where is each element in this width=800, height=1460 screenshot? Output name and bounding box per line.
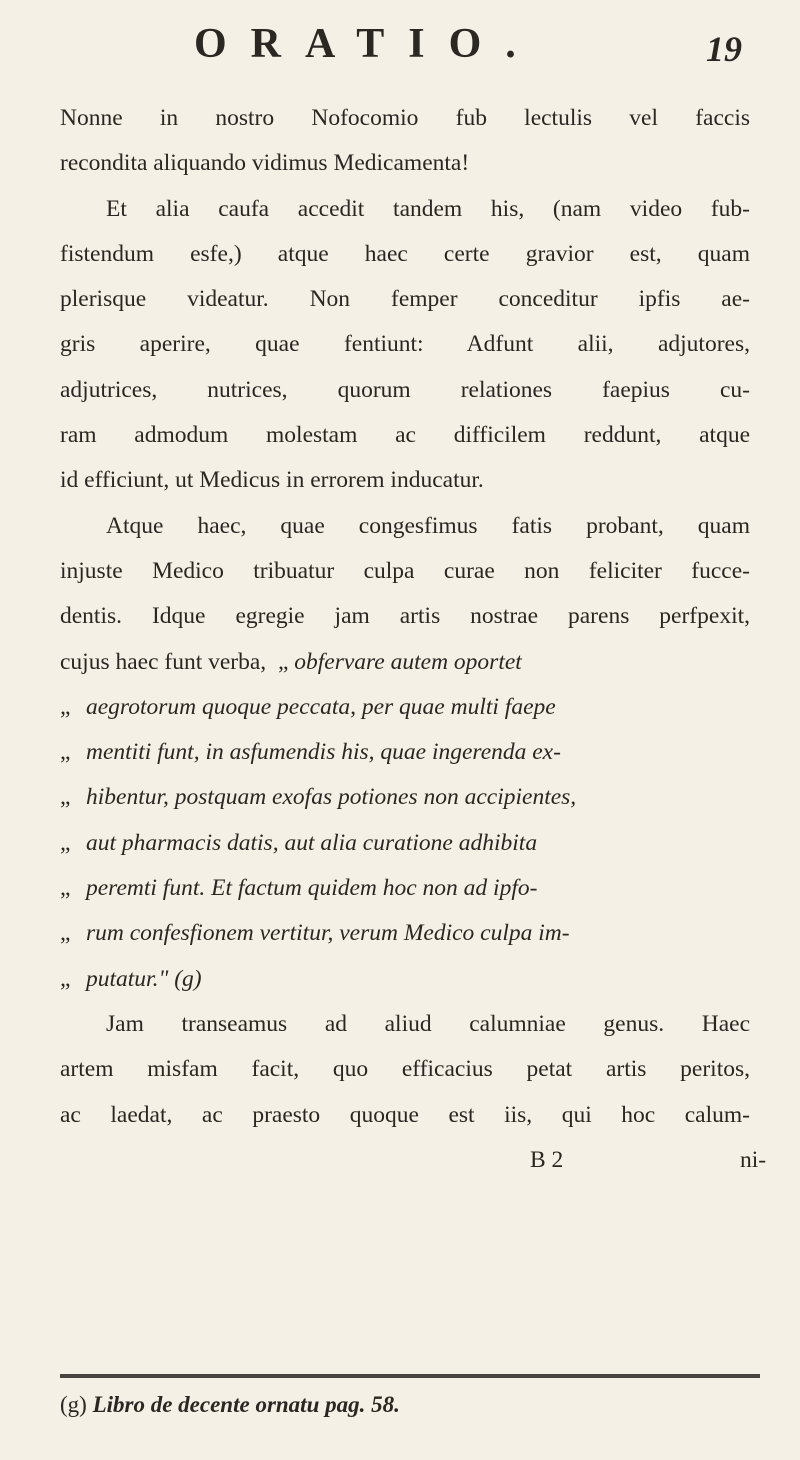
text-line: recondita aliquando vidimus Medicamenta! <box>60 150 470 177</box>
page-header <box>0 20 800 90</box>
text-line: dentis. Idque egregie jam artis nostrae parens perfpexit, <box>60 603 750 630</box>
text-line: plerisque videatur. Non femper conceditur ipfis ae- <box>60 286 750 313</box>
text-line: fistendum esfe,) atque haec certe gravior est, quam <box>60 240 750 267</box>
footnote-marker: (g) <box>60 1392 87 1417</box>
quote-line: „ mentiti funt, in asfumendis his, quae ingerenda ex- <box>60 739 561 766</box>
text-line: artem misfam facit, quo efficacius petat artis peritos, <box>60 1056 750 1083</box>
text-line-start: cujus haec funt verba, <box>60 648 267 675</box>
page-number: 19 <box>706 29 742 69</box>
signature-line <box>60 1138 767 1183</box>
footnote-rule <box>60 1374 760 1378</box>
text-line: injuste Medico tribuatur culpa curae non feliciter fucce- <box>60 557 750 584</box>
text-line: Atque haec, quae congesfimus fatis probant, quam <box>106 512 750 539</box>
text-line: adjutrices, nutrices, quorum relationes faepius cu- <box>60 376 750 403</box>
quote-line: „ aegrotorum quoque peccata, per quae multi faepe <box>60 693 556 720</box>
quote-line: „ aut pharmacis datis, aut alia curatione adhibita <box>60 829 538 856</box>
footnote <box>60 1392 760 1418</box>
catchword: ni- <box>740 1146 767 1173</box>
text-line: id efficiunt, ut Medicus in errorem inducatur. <box>60 467 484 494</box>
text-line: cujus haec funt verba, „ obfervare autem oportet <box>60 648 522 675</box>
text-line: Jam transeamus ad aliud calumniae genus. Haec <box>106 1010 750 1037</box>
running-head: ORATIO. <box>194 21 540 67</box>
footnote-text: Libro de decente ornatu pag. 58. <box>92 1392 400 1417</box>
quote-opening: obfervare autem oportet <box>294 648 522 675</box>
quote-line: „ peremti funt. Et factum quidem hoc non ad ipfo- <box>60 875 538 902</box>
text-line: Nonne in nostro Nofocomio fub lectulis vel faccis <box>60 105 750 131</box>
quote-line: „ putatur." (g) <box>60 965 202 992</box>
text-line: gris aperire, quae fentiunt: Adfunt alii, adjutores, <box>60 331 750 358</box>
quote-line: „ rum confesfionem vertitur, verum Medico culpa im- <box>60 920 570 947</box>
text-line: ac laedat, ac praesto quoque est iis, qui hoc calum- <box>60 1101 750 1128</box>
body-text <box>60 96 767 1183</box>
text-line: ram admodum molestam ac difficilem reddunt, atque <box>60 422 750 449</box>
quote-line: „ hibentur, postquam exofas potiones non accipientes, <box>60 784 577 811</box>
signature-mark: B 2 <box>530 1146 564 1173</box>
text-line: Et alia caufa accedit tandem his, (nam video fub- <box>106 195 750 222</box>
